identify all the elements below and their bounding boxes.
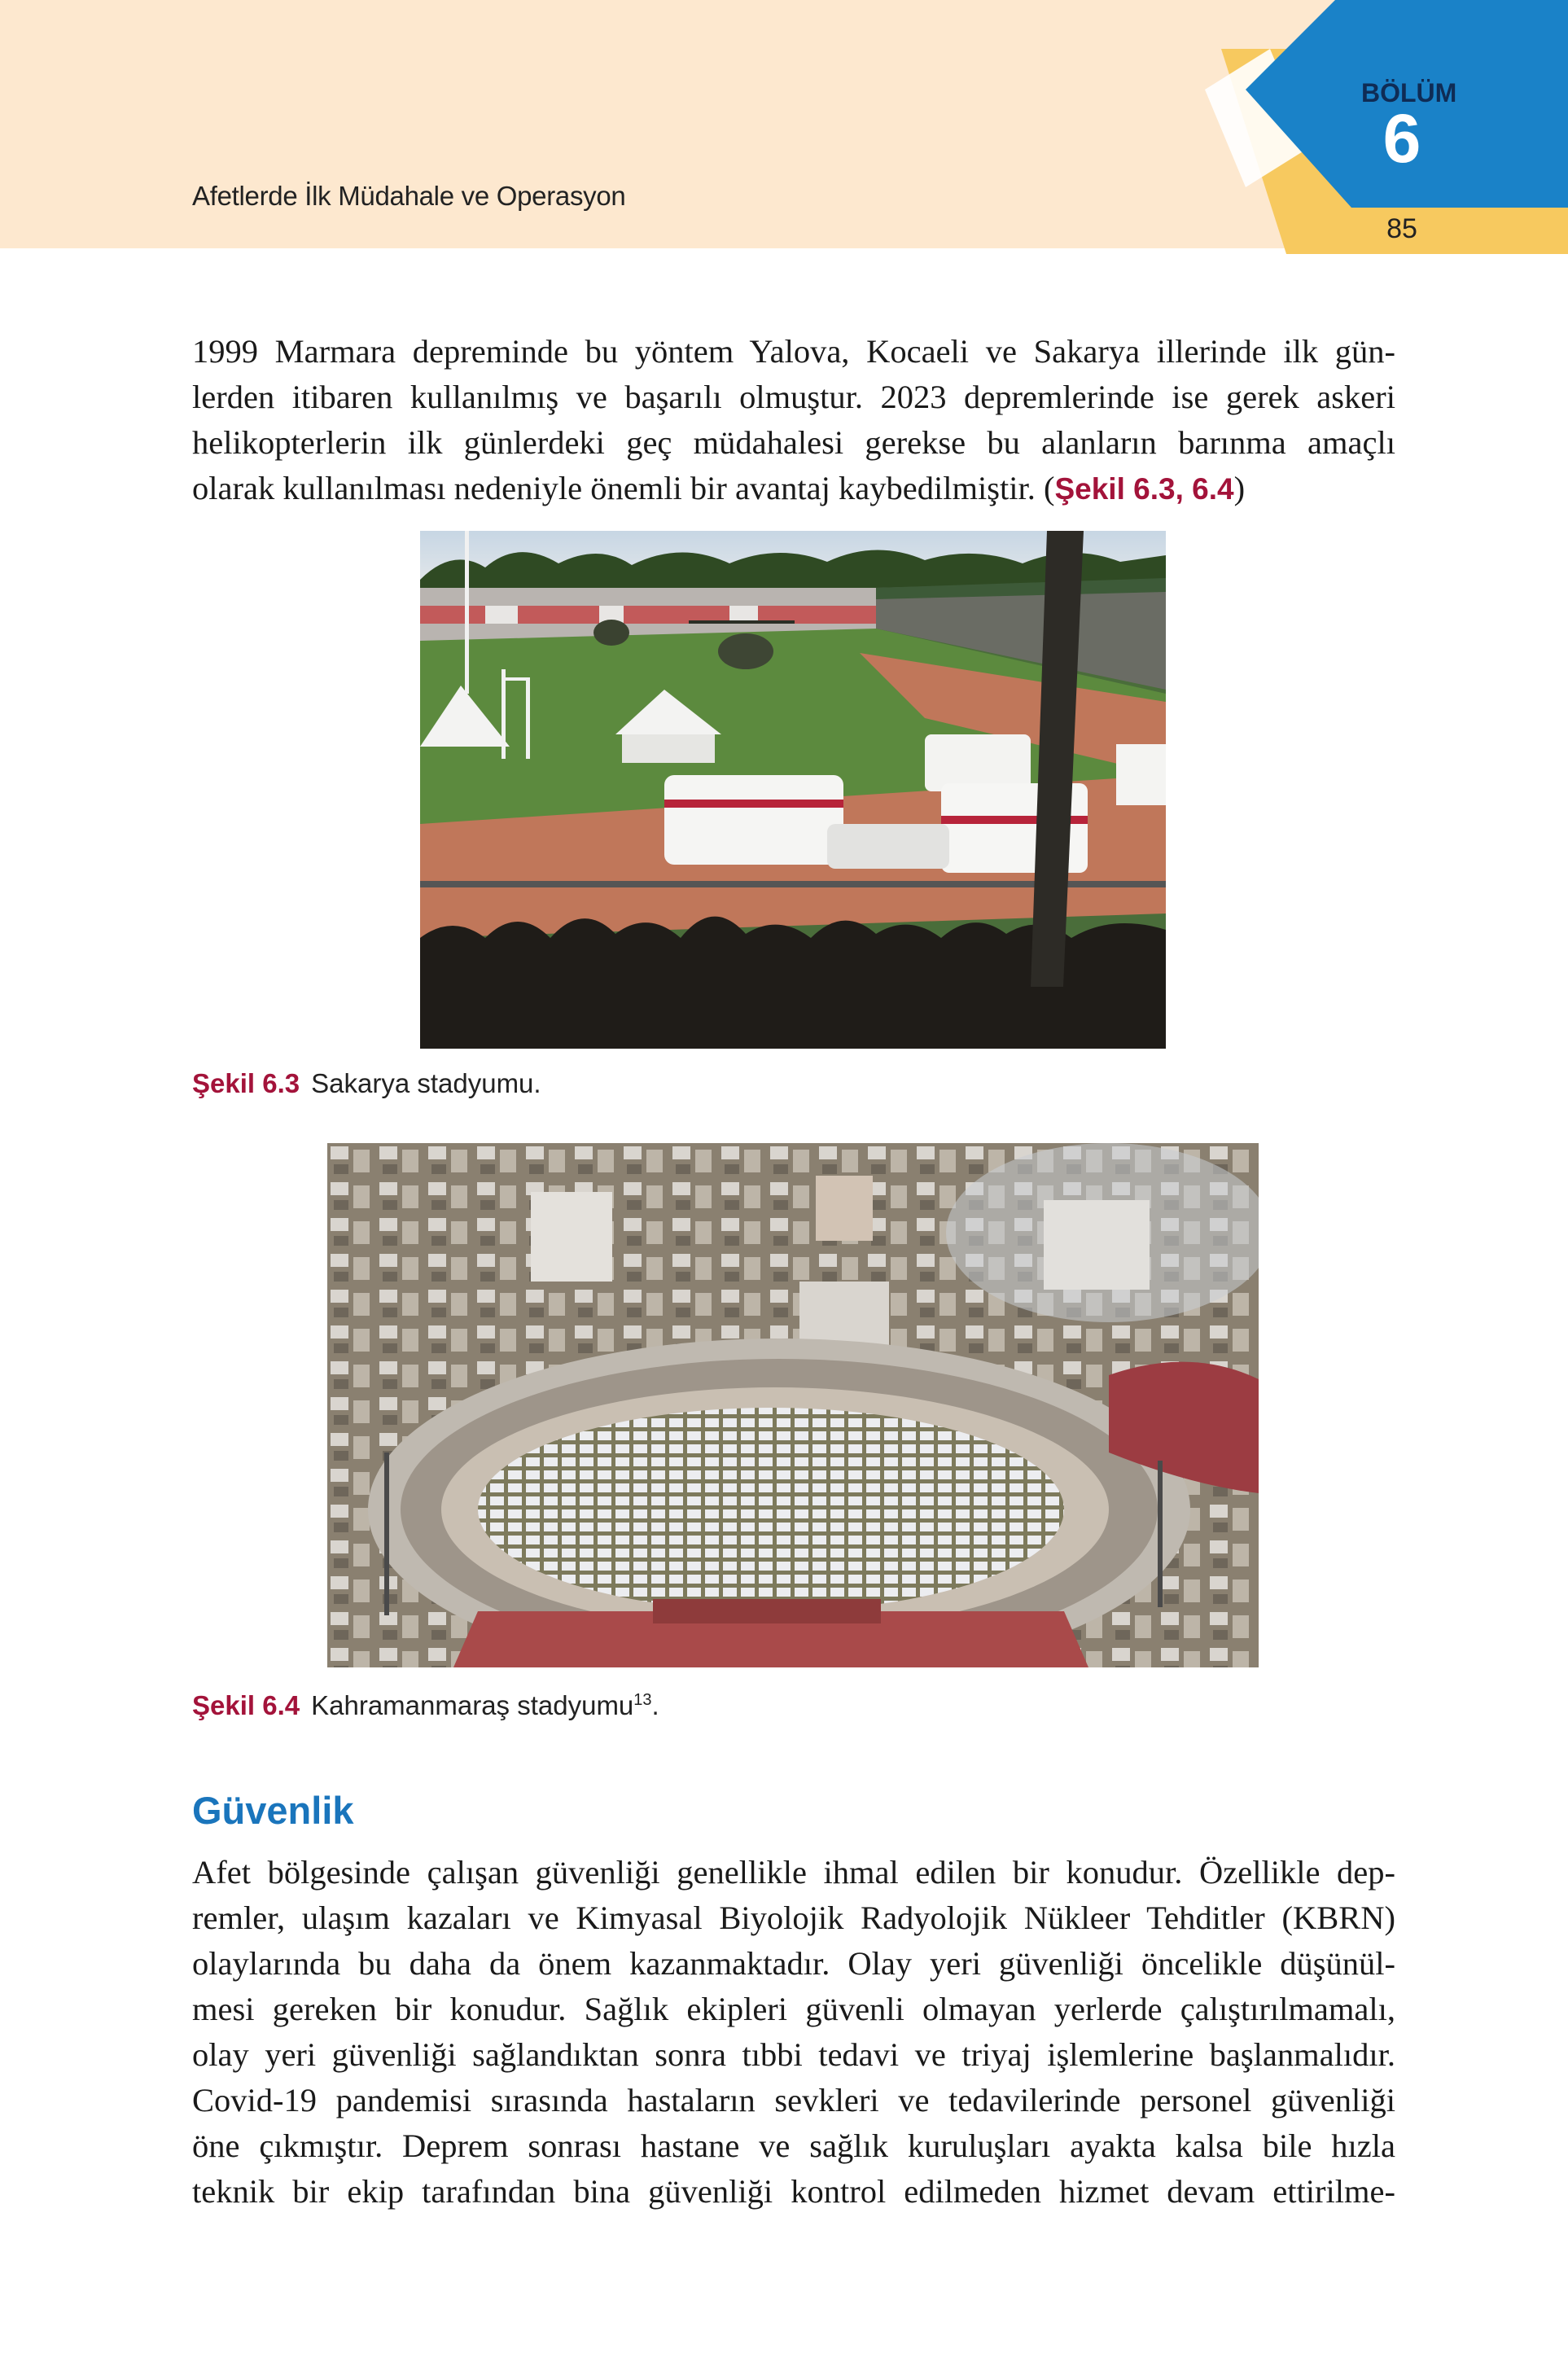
text-segment: ) [1233, 470, 1246, 506]
figure-caption-6-4 [192, 1690, 659, 1721]
figure-label: Şekil 6.4 [192, 1690, 300, 1720]
footnote-marker[interactable]: 13 [633, 1691, 652, 1709]
kahramanmaras-stadium-photo [327, 1143, 1259, 1667]
text-line: teknik bir ekip tarafından bina güvenliği kontrol edilmeden hizmet devam ettirilme- [192, 2173, 1395, 2210]
sakarya-stadium-photo [420, 531, 1166, 1049]
text-line: 1999 Marmara depreminde bu yöntem Yalova, Kocaeli ve Sakarya illerinde ilk gün- [192, 333, 1395, 370]
caption-end: . [651, 1690, 659, 1720]
section-heading: Güvenlik [192, 1789, 354, 1832]
text-line: Afet bölgesinde çalışan güvenliği genellikle ihmal edilen bir konudur. Özellikle dep- [192, 1854, 1395, 1891]
text-line: olay yeri güvenliği sağlandıktan sonra tıbbi tedavi ve triyaj işlemlerine başlanmalıdır. [192, 2036, 1395, 2073]
text-line: olaylarında bu daha da önem kazanmaktadır. Olay yeri güvenliği öncelikle düşünül- [192, 1945, 1395, 1982]
text-line [192, 466, 1395, 512]
text-line: mesi gereken bir konudur. Sağlık ekipleri güvenli olmayan yerlerde çalıştırılmamalı, [192, 1991, 1395, 2027]
text-line: öne çıkmıştır. Deprem sonrası hastane ve sağlık kuruluşları ayakta kalsa bile hızla [192, 2127, 1395, 2164]
text-line: helikopterlerin ilk günlerdeki geç müdahalesi gerekse bu alanların barınma amaçlı [192, 424, 1395, 461]
figure-reference-link[interactable]: Şekil 6.3, 6.4 [1054, 472, 1234, 506]
text-line: remler, ulaşım kazaları ve Kimyasal Biyolojik Radyolojik Nükleer Tehditler (KBRN) [192, 1899, 1395, 1936]
text-line: lerden itibaren kullanılmış ve başarılı olmuştur. 2023 depremlerinde ise gerek askeri [192, 379, 1395, 415]
figure-caption-6-3 [192, 1068, 541, 1099]
caption-text: Kahramanmaraş stadyumu [311, 1690, 634, 1720]
text-segment: olarak kullanılması nedeniyle önemli bir avantaj kaybedilmiştir. ( [192, 470, 1055, 506]
text-line: Covid-19 pandemisi sırasında hastaların sevkleri ve tedavilerinde personel güvenliği [192, 2082, 1395, 2118]
page-number: 85 [1386, 213, 1417, 244]
intro-paragraph [192, 329, 1395, 512]
figure-label: Şekil 6.3 [192, 1068, 300, 1098]
running-title: Afetlerde İlk Müdahale ve Operasyon [192, 181, 626, 211]
chapter-label: BÖLÜM [1361, 78, 1457, 107]
section-paragraph [192, 1850, 1395, 2215]
caption-text: Sakarya stadyumu. [311, 1068, 541, 1098]
chapter-number: 6 [1382, 100, 1421, 177]
